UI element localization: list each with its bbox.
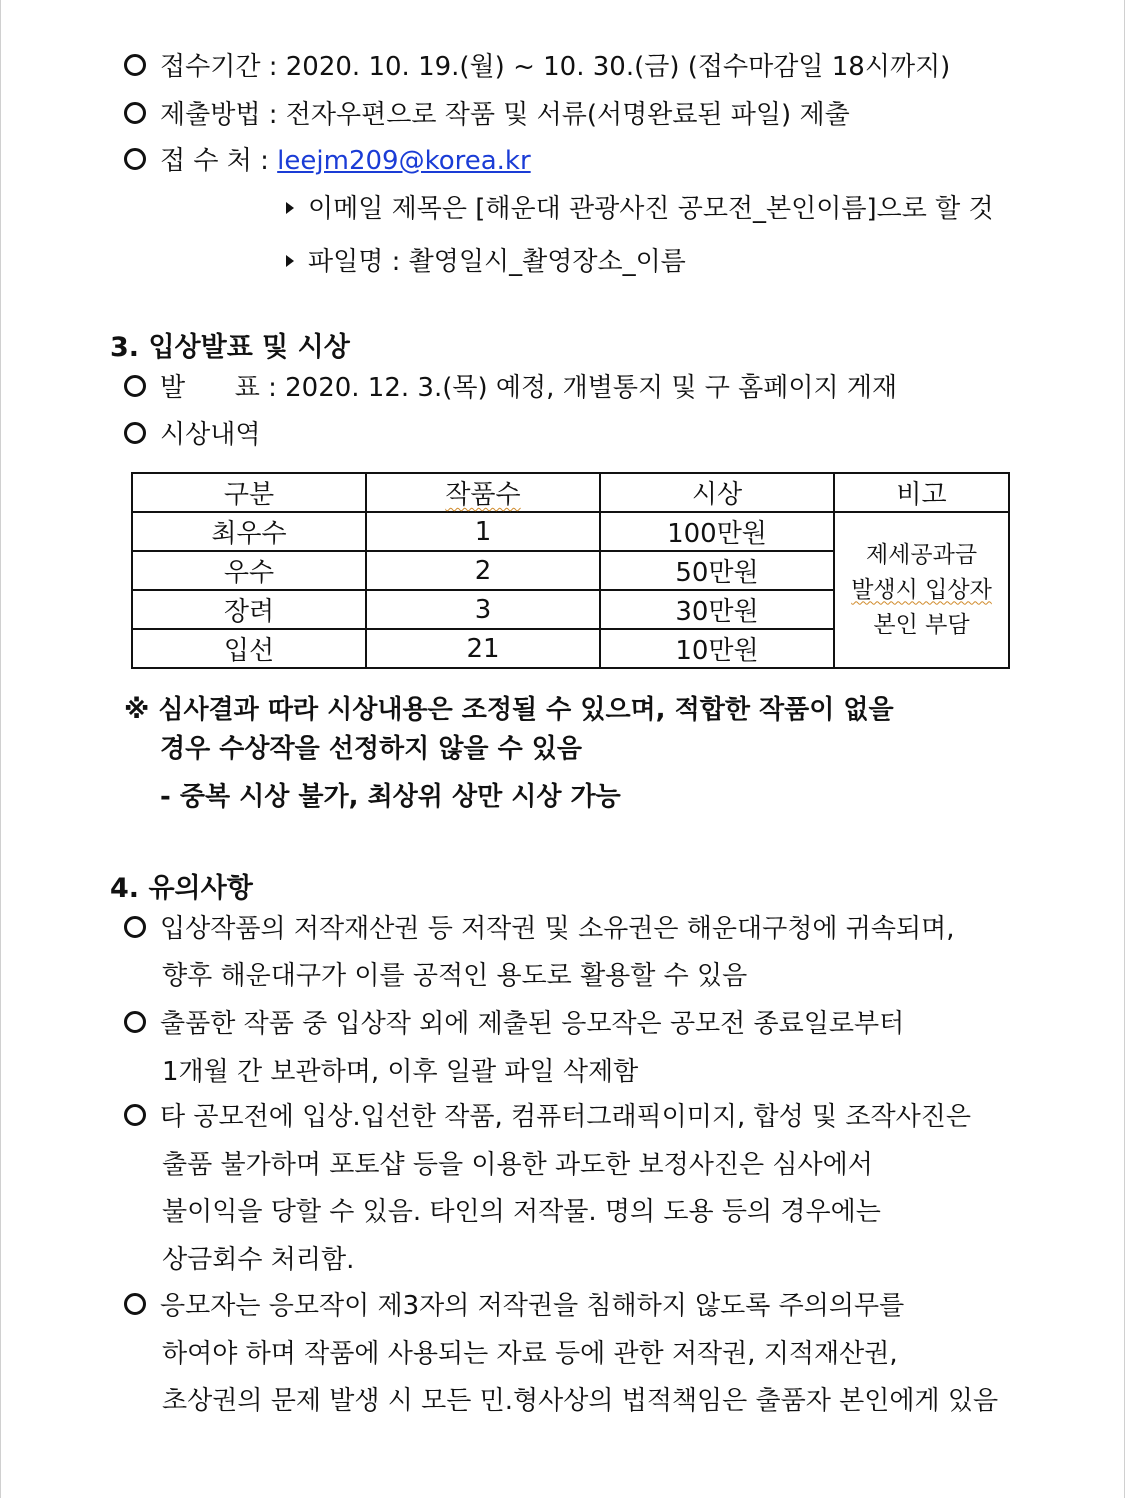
cell-count: 21 bbox=[366, 629, 600, 668]
cell-note bbox=[834, 512, 1009, 668]
notice-item-cont: 상금회수 처리함. bbox=[162, 1245, 355, 1275]
circle-bullet-icon bbox=[124, 1293, 146, 1315]
cell-category: 우수 bbox=[132, 551, 366, 590]
submission-sub-email-title: 이메일 제목은 [해운대 관광사진 공모전_본인이름]으로 할 것 bbox=[286, 194, 994, 224]
remark-line: ※ 심사결과 따라 시상내용은 조정될 수 있으며, 적합한 작품이 없을 bbox=[124, 695, 894, 725]
cell-count: 2 bbox=[366, 551, 600, 590]
cell-prize: 10만원 bbox=[600, 629, 834, 668]
note-line: 제세공과금 bbox=[865, 541, 978, 568]
cell-count: 1 bbox=[366, 512, 600, 551]
awards-table bbox=[131, 472, 1010, 669]
email-link[interactable]: leejm209@korea.kr bbox=[277, 146, 531, 176]
section3-heading: 3. 입상발표 및 시상 bbox=[110, 332, 350, 363]
cell-prize: 50만원 bbox=[600, 551, 834, 590]
notice-item-cont: 향후 해운대구가 이를 공적인 용도로 활용할 수 있음 bbox=[162, 961, 748, 991]
triangle-bullet-icon bbox=[286, 202, 294, 214]
submission-recipient: 접 수 처 : leejm209@korea.kr bbox=[124, 146, 531, 176]
cell-category: 장려 bbox=[132, 590, 366, 629]
circle-bullet-icon bbox=[124, 1011, 146, 1033]
circle-bullet-icon bbox=[124, 102, 146, 124]
submission-period: 접수기간 : 2020. 10. 19.(월) ~ 10. 30.(금) (접수마감일 18시까지) bbox=[124, 52, 950, 82]
triangle-bullet-icon bbox=[286, 255, 294, 267]
header-note: 비고 bbox=[834, 473, 1009, 512]
note-line: 본인 부담 bbox=[873, 611, 970, 638]
remark-line: 경우 수상작을 선정하지 않을 수 있음 bbox=[160, 734, 582, 764]
cell-count: 3 bbox=[366, 590, 600, 629]
cell-category: 최우수 bbox=[132, 512, 366, 551]
section4-heading: 4. 유의사항 bbox=[110, 873, 253, 904]
notice-item-cont: 불이익을 당할 수 있음. 타인의 저작물. 명의 도용 등의 경우에는 bbox=[162, 1197, 881, 1227]
notice-item-cont: 하여야 하며 작품에 사용되는 자료 등에 관한 저작권, 지적재산권, bbox=[162, 1339, 898, 1369]
submission-method: 제출방법 : 전자우편으로 작품 및 서류(서명완료된 파일) 제출 bbox=[124, 100, 850, 130]
circle-bullet-icon bbox=[124, 1104, 146, 1126]
cell-prize: 30만원 bbox=[600, 590, 834, 629]
notice-item: 타 공모전에 입상.입선한 작품, 컴퓨터그래픽이미지, 합성 및 조작사진은 bbox=[124, 1102, 971, 1132]
submission-sub-filename: 파일명 : 촬영일시_촬영장소_이름 bbox=[286, 247, 686, 277]
note-line: 발생시 입상자 bbox=[851, 576, 992, 603]
remark-line: - 중복 시상 불가, 최상위 상만 시상 가능 bbox=[160, 782, 621, 812]
circle-bullet-icon bbox=[124, 54, 146, 76]
announcement: 발 표 : 2020. 12. 3.(목) 예정, 개별통지 및 구 홈페이지 게재 bbox=[124, 373, 897, 403]
notice-item-cont: 초상권의 문제 발생 시 모든 민.형사상의 법적책임은 출품자 본인에게 있음 bbox=[162, 1386, 999, 1416]
circle-bullet-icon bbox=[124, 916, 146, 938]
table-header-row bbox=[132, 473, 1009, 512]
notice-item: 출품한 작품 중 입상작 외에 제출된 응모작은 공모전 종료일로부터 bbox=[124, 1009, 904, 1039]
circle-bullet-icon bbox=[124, 148, 146, 170]
cell-category: 입선 bbox=[132, 629, 366, 668]
circle-bullet-icon bbox=[124, 375, 146, 397]
notice-item-cont: 1개월 간 보관하며, 이후 일괄 파일 삭제함 bbox=[162, 1057, 639, 1087]
cell-prize: 100만원 bbox=[600, 512, 834, 551]
awards-label: 시상내역 bbox=[124, 420, 260, 450]
header-prize: 시상 bbox=[600, 473, 834, 512]
notice-item: 입상작품의 저작재산권 등 저작권 및 소유권은 해운대구청에 귀속되며, bbox=[124, 914, 954, 944]
header-category: 구분 bbox=[132, 473, 366, 512]
notice-item: 응모자는 응모작이 제3자의 저작권을 침해하지 않도록 주의의무를 bbox=[124, 1291, 904, 1321]
table-row bbox=[132, 512, 1009, 551]
notice-item-cont: 출품 불가하며 포토샵 등을 이용한 과도한 보정사진은 심사에서 bbox=[162, 1150, 873, 1180]
circle-bullet-icon bbox=[124, 422, 146, 444]
header-count: 작품수 bbox=[366, 473, 600, 512]
